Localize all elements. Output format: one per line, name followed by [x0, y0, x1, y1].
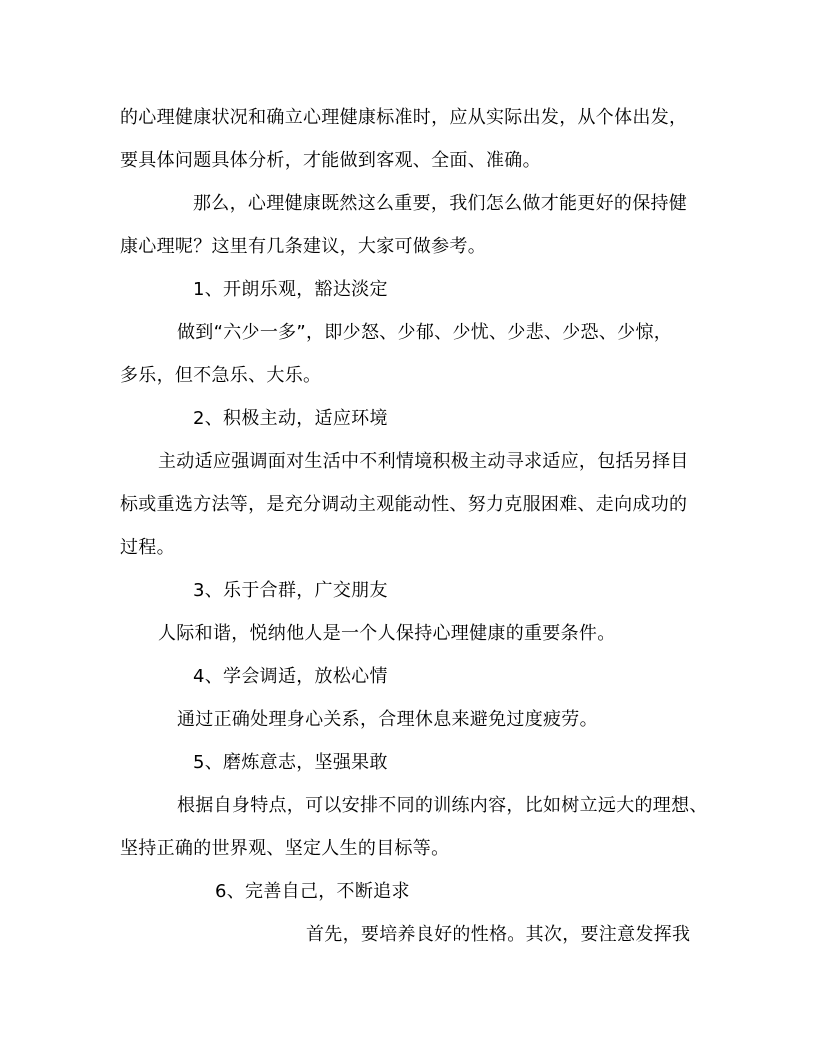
text-line: 标或重选方法等，是充分调动主观能动性、努力克服困难、走向成功的: [120, 494, 688, 515]
section-heading-1: 1、开朗乐观，豁达淡定: [193, 279, 388, 300]
paragraph-start: 那么，心理健康既然这么重要，我们怎么做才能更好的保持健: [193, 193, 688, 214]
section-heading-5: 5、磨炼意志，坚强果敢: [193, 752, 388, 773]
text-line: 过程。: [120, 537, 175, 558]
paragraph-start: 根据自身特点，可以安排不同的训练内容，比如树立远大的理想、: [177, 795, 708, 816]
section-heading-6: 6、完善自己，不断追求: [215, 881, 410, 902]
paragraph-start: 做到“六少一多”，即少怒、少郁、少忧、少悲、少恐、少惊，: [177, 322, 673, 343]
paragraph-start: 主动适应强调面对生活中不利情境积极主动寻求适应，包括另择目: [158, 451, 689, 472]
text-line: 的心理健康状况和确立心理健康标准时，应从实际出发，从个体出发，: [120, 107, 688, 128]
paragraph-start: 人际和谐，悦纳他人是一个人保持心理健康的重要条件。: [158, 623, 616, 644]
text-line: 坚持正确的世界观、坚定人生的目标等。: [120, 838, 450, 859]
text-line: 要具体问题具体分析，才能做到客观、全面、准确。: [120, 150, 541, 171]
section-heading-2: 2、积极主动，适应环境: [193, 408, 388, 429]
section-heading-4: 4、学会调适，放松心情: [193, 666, 388, 687]
text-line: 多乐，但不急乐、大乐。: [120, 365, 322, 386]
text-line: 康心理呢？这里有几条建议，大家可做参考。: [120, 236, 486, 257]
paragraph-start: 首先，要培养良好的性格。其次，要注意发挥我: [306, 924, 691, 945]
paragraph-start: 通过正确处理身心关系，合理休息来避免过度疲劳。: [177, 709, 598, 730]
section-heading-3: 3、乐于合群，广交朋友: [193, 580, 388, 601]
